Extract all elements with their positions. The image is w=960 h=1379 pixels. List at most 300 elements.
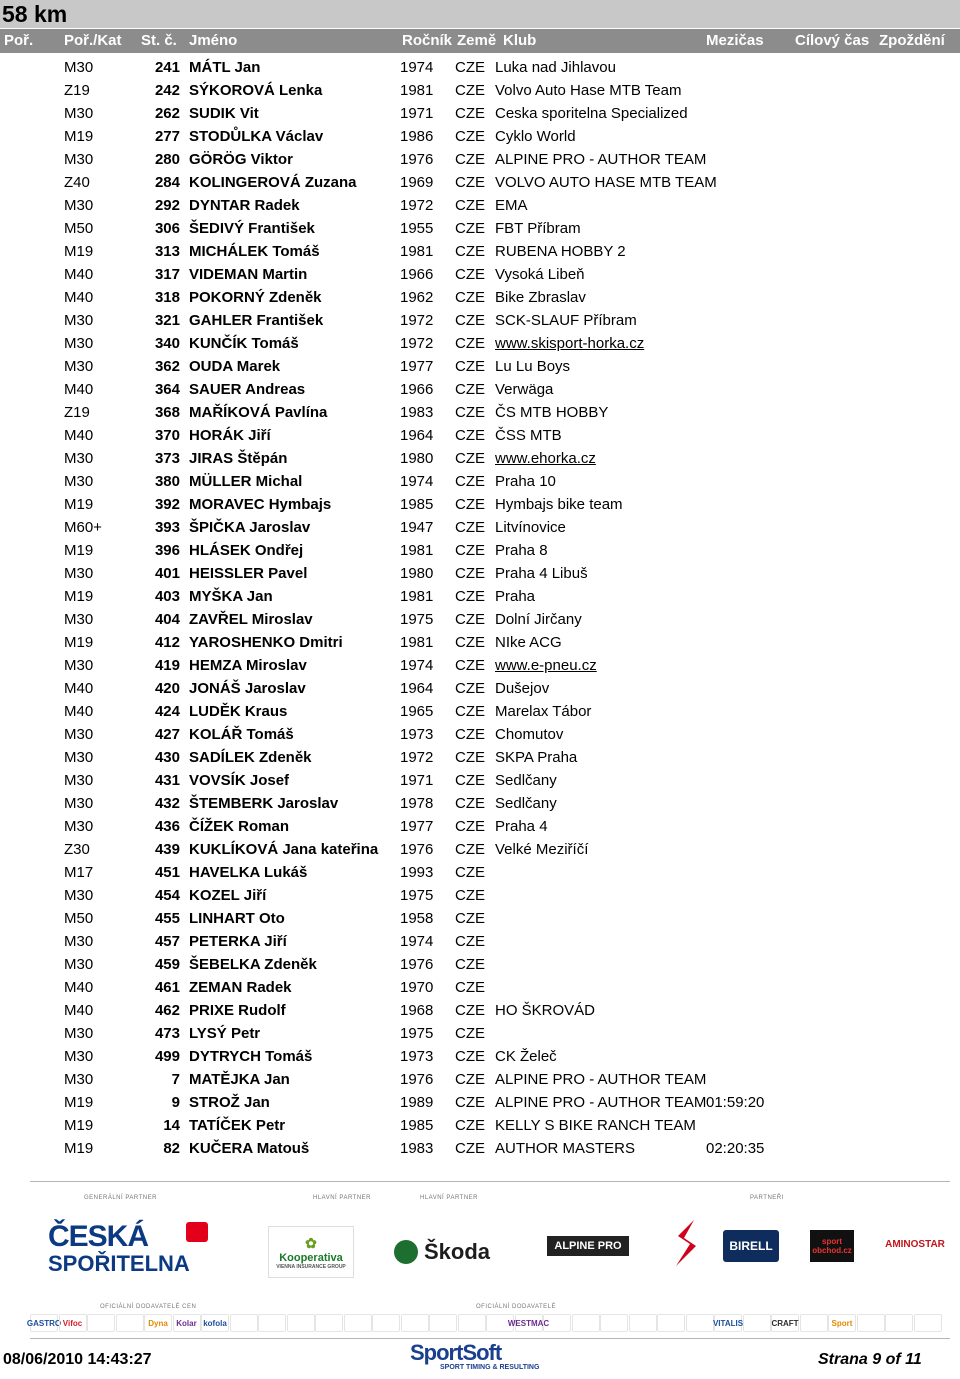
specialized-s-icon — [672, 1218, 700, 1268]
table-row — [0, 839, 960, 862]
name-cell: ZAVŘEL Miroslav — [189, 611, 313, 628]
name-cell: YAROSHENKO Dmitri — [189, 634, 343, 651]
club-cell: FBT Příbram — [495, 220, 581, 237]
category-cell: M30 — [64, 818, 94, 835]
start-number-cell: 432 — [154, 795, 180, 812]
start-number-cell: 439 — [154, 841, 180, 858]
club-cell[interactable]: www.ehorka.cz — [495, 450, 596, 467]
table-row — [0, 701, 960, 724]
small-sponsor-logo: GASTRO — [30, 1314, 58, 1332]
table-row — [0, 356, 960, 379]
small-sponsor-logo — [315, 1314, 343, 1332]
country-cell: CZE — [455, 1025, 485, 1042]
name-cell: VOVSÍK Josef — [189, 772, 290, 789]
name-cell: STODŮLKA Václav — [189, 128, 324, 145]
club-cell[interactable]: www.e-pneu.cz — [495, 657, 597, 674]
start-number-cell: 420 — [154, 680, 180, 697]
club-cell: Sedlčany — [495, 772, 557, 789]
birth-year-cell: 1970 — [400, 979, 434, 996]
small-sponsor-logo — [116, 1314, 144, 1332]
club-cell: Praha 10 — [495, 473, 556, 490]
small-sponsor-logo — [800, 1314, 828, 1332]
small-sponsor-logo — [458, 1314, 486, 1332]
club-cell: ALPINE PRO - AUTHOR TEAM — [495, 151, 707, 168]
aminostar-logo: AMINOSTAR — [885, 1238, 945, 1250]
country-cell: CZE — [455, 266, 485, 283]
club-cell: Litvínovice — [495, 519, 566, 536]
ceska-sporitelna-logo: ČESKÁ SPOŘITELNA — [48, 1214, 198, 1284]
category-cell: M30 — [64, 933, 94, 950]
club-cell: Dolní Jirčany — [495, 611, 582, 628]
table-row — [0, 149, 960, 172]
small-sponsor-logo: Sport — [828, 1314, 856, 1332]
name-cell: LYSÝ Petr — [189, 1025, 261, 1042]
club-cell: CK Želeč — [495, 1048, 557, 1065]
specialized-logo — [666, 1216, 706, 1270]
table-row — [0, 908, 960, 931]
start-number-cell: 373 — [154, 450, 180, 467]
country-cell: CZE — [455, 703, 485, 720]
country-cell: CZE — [455, 128, 485, 145]
country-cell: CZE — [455, 1071, 485, 1088]
start-number-cell: 424 — [154, 703, 180, 720]
birth-year-cell: 1971 — [400, 772, 434, 789]
name-cell: HAVELKA Lukáš — [189, 864, 308, 881]
table-row — [0, 954, 960, 977]
start-number-cell: 14 — [163, 1117, 180, 1134]
birell-logo: BIRELL — [723, 1230, 779, 1262]
category-cell: M30 — [64, 749, 94, 766]
name-cell: SADÍLEK Zdeněk — [189, 749, 312, 766]
column-header-bar — [0, 29, 960, 53]
birth-year-cell: 1976 — [400, 956, 434, 973]
category-cell: M40 — [64, 427, 94, 444]
club-cell: Praha 8 — [495, 542, 548, 559]
category-cell: Z30 — [64, 841, 90, 858]
birth-year-cell: 1947 — [400, 519, 434, 536]
country-cell: CZE — [455, 404, 485, 421]
club-cell: ALPINE PRO - AUTHOR TEAM — [495, 1071, 707, 1088]
small-sponsor-logo — [401, 1314, 429, 1332]
sportsoft-logo: SportSoft SPORT TIMING & RESULTING — [410, 1340, 540, 1371]
small-sponsor-logo — [914, 1314, 942, 1332]
start-number-cell: 403 — [154, 588, 180, 605]
table-row — [0, 655, 960, 678]
name-cell: KUNČÍK Tomáš — [189, 335, 299, 352]
start-number-cell: 321 — [154, 312, 180, 329]
small-sponsor-logo — [686, 1314, 714, 1332]
country-cell: CZE — [455, 151, 485, 168]
club-cell: Marelax Tábor — [495, 703, 592, 720]
small-sponsor-logo — [372, 1314, 400, 1332]
title-bar — [0, 0, 960, 28]
name-cell: DYNTAR Radek — [189, 197, 300, 214]
club-cell: Bike Zbraslav — [495, 289, 586, 306]
birth-year-cell: 1955 — [400, 220, 434, 237]
name-cell: ŠPIČKA Jaroslav — [189, 519, 311, 536]
club-cell: ČSS MTB — [495, 427, 562, 444]
table-row — [0, 1069, 960, 1092]
country-cell: CZE — [455, 335, 485, 352]
club-cell: Verwäga — [495, 381, 554, 398]
start-number-cell: 431 — [154, 772, 180, 789]
club-cell[interactable]: www.skisport-horka.cz — [495, 335, 645, 352]
category-cell: M60+ — [64, 519, 102, 536]
name-cell: ŠTEMBERK Jaroslav — [189, 795, 339, 812]
table-row — [0, 540, 960, 563]
table-row — [0, 172, 960, 195]
club-cell: KELLY S BIKE RANCH TEAM — [495, 1117, 696, 1134]
country-cell: CZE — [455, 1140, 485, 1157]
name-cell: SUDIK Vit — [189, 105, 259, 122]
name-cell: LINHART Oto — [189, 910, 285, 927]
table-row — [0, 977, 960, 1000]
table-row — [0, 563, 960, 586]
category-cell: M19 — [64, 128, 94, 145]
category-cell: M30 — [64, 335, 94, 352]
country-cell: CZE — [455, 772, 485, 789]
col-mezicas: Mezičas — [706, 32, 764, 49]
birth-year-cell: 1978 — [400, 795, 434, 812]
col-st-c: St. č. — [141, 32, 177, 49]
category-cell: M30 — [64, 887, 94, 904]
club-cell: SCK-SLAUF Příbram — [495, 312, 637, 329]
table-row — [0, 379, 960, 402]
table-row — [0, 425, 960, 448]
category-cell: M30 — [64, 151, 94, 168]
category-cell: M50 — [64, 910, 94, 927]
birth-year-cell: 1980 — [400, 565, 434, 582]
club-cell: Chomutov — [495, 726, 564, 743]
skoda-emblem-icon — [394, 1240, 418, 1264]
name-cell: TATÍČEK Petr — [189, 1117, 286, 1134]
table-row — [0, 1023, 960, 1046]
club-cell: Praha 4 — [495, 818, 548, 835]
country-cell: CZE — [455, 933, 485, 950]
start-number-cell: 412 — [154, 634, 180, 651]
country-cell: CZE — [455, 243, 485, 260]
category-cell: M19 — [64, 588, 94, 605]
country-cell: CZE — [455, 1048, 485, 1065]
col-zpozdeni: Zpoždění — [879, 32, 945, 49]
category-cell: M30 — [64, 450, 94, 467]
club-cell: SKPA Praha — [495, 749, 578, 766]
birth-year-cell: 1980 — [400, 450, 434, 467]
birth-year-cell: 1974 — [400, 473, 434, 490]
name-cell: MÁTL Jan — [189, 59, 261, 76]
category-cell: M30 — [64, 105, 94, 122]
birth-year-cell: 1972 — [400, 749, 434, 766]
results-table — [0, 57, 960, 1161]
start-number-cell: 306 — [154, 220, 180, 237]
country-cell: CZE — [455, 657, 485, 674]
sponsor-caption: HLAVNÍ PARTNER — [420, 1195, 479, 1201]
category-cell: M30 — [64, 197, 94, 214]
table-row — [0, 241, 960, 264]
start-number-cell: 419 — [154, 657, 180, 674]
country-cell: CZE — [455, 220, 485, 237]
club-cell: NIke ACG — [495, 634, 562, 651]
page-number: Strana 9 of 11 — [818, 1351, 922, 1368]
birth-year-cell: 1981 — [400, 82, 434, 99]
start-number-cell: 370 — [154, 427, 180, 444]
small-sponsor-logo: Kolar — [173, 1314, 201, 1332]
start-number-cell: 241 — [154, 59, 180, 76]
start-number-cell: 262 — [154, 105, 180, 122]
name-cell: ZEMAN Radek — [189, 979, 292, 996]
start-number-cell: 242 — [154, 82, 180, 99]
country-cell: CZE — [455, 105, 485, 122]
start-number-cell: 7 — [171, 1071, 180, 1088]
table-row — [0, 1092, 960, 1115]
leaf-icon: ✿ — [305, 1234, 317, 1251]
name-cell: KOLÁŘ Tomáš — [189, 726, 294, 743]
birth-year-cell: 1985 — [400, 496, 434, 513]
name-cell: MÜLLER Michal — [189, 473, 303, 490]
country-cell: CZE — [455, 611, 485, 628]
divider — [30, 1181, 950, 1182]
category-cell: M30 — [64, 473, 94, 490]
page-title: 58 km — [2, 1, 68, 27]
club-cell: VOLVO AUTO HASE MTB TEAM — [495, 174, 717, 191]
category-cell: M30 — [64, 611, 94, 628]
start-number-cell: 313 — [154, 243, 180, 260]
name-cell: KUKLÍKOVÁ Jana kateřina — [189, 841, 379, 858]
birth-year-cell: 1975 — [400, 611, 434, 628]
start-number-cell: 436 — [154, 818, 180, 835]
table-row — [0, 494, 960, 517]
small-sponsor-logo — [629, 1314, 657, 1332]
category-cell: M30 — [64, 565, 94, 582]
category-cell: M19 — [64, 1094, 94, 1111]
birth-year-cell: 1983 — [400, 404, 434, 421]
category-cell: M19 — [64, 1140, 94, 1157]
club-cell: Ceska sporitelna Specialized — [495, 105, 688, 122]
country-cell: CZE — [455, 565, 485, 582]
birth-year-cell: 1976 — [400, 841, 434, 858]
category-cell: M19 — [64, 243, 94, 260]
name-cell: JIRAS Štěpán — [189, 450, 288, 467]
country-cell: CZE — [455, 979, 485, 996]
start-number-cell: 82 — [163, 1140, 180, 1157]
country-cell: CZE — [455, 59, 485, 76]
name-cell: ŠEBELKA Zdeněk — [189, 956, 317, 973]
name-cell: ŠEDIVÝ František — [189, 220, 315, 237]
sponsor-caption: PARTNEŘI — [750, 1195, 784, 1201]
small-sponsor-logo: CRAFT — [771, 1314, 799, 1332]
start-number-cell: 499 — [154, 1048, 180, 1065]
table-row — [0, 770, 960, 793]
name-cell: DYTRYCH Tomáš — [189, 1048, 313, 1065]
start-number-cell: 473 — [154, 1025, 180, 1042]
kooperativa-logo: ✿ Kooperativa VIENNA INSURANCE GROUP — [268, 1226, 354, 1278]
birth-year-cell: 1972 — [400, 335, 434, 352]
category-cell: M30 — [64, 1048, 94, 1065]
birth-year-cell: 1974 — [400, 933, 434, 950]
club-cell: EMA — [495, 197, 528, 214]
name-cell: HEISSLER Pavel — [189, 565, 308, 582]
category-cell: M30 — [64, 1071, 94, 1088]
category-cell: M30 — [64, 726, 94, 743]
table-row — [0, 103, 960, 126]
country-cell: CZE — [455, 381, 485, 398]
country-cell: CZE — [455, 519, 485, 536]
club-cell: Volvo Auto Hase MTB Team — [495, 82, 682, 99]
table-row — [0, 816, 960, 839]
country-cell: CZE — [455, 588, 485, 605]
table-row — [0, 862, 960, 885]
table-row — [0, 1115, 960, 1138]
birth-year-cell: 1977 — [400, 818, 434, 835]
col-cilovy-cas: Cílový čas — [795, 32, 870, 49]
name-cell: HORÁK Jiří — [189, 427, 271, 444]
sport-obchod-logo: sport obchod.cz — [810, 1230, 854, 1262]
start-number-cell: 284 — [154, 174, 180, 191]
table-row — [0, 126, 960, 149]
category-cell: M19 — [64, 1117, 94, 1134]
print-timestamp: 08/06/2010 14:43:27 — [3, 1351, 152, 1368]
birth-year-cell: 1968 — [400, 1002, 434, 1019]
start-number-cell: 393 — [154, 519, 180, 536]
alpine-pro-logo: ALPINE PRO — [547, 1236, 629, 1256]
country-cell: CZE — [455, 1002, 485, 1019]
name-cell: HEMZA Miroslav — [189, 657, 307, 674]
start-number-cell: 292 — [154, 197, 180, 214]
table-row — [0, 885, 960, 908]
small-sponsor-logo: Vifoc — [59, 1314, 87, 1332]
footer-divider — [30, 1338, 950, 1339]
birth-year-cell: 1969 — [400, 174, 434, 191]
start-number-cell: 427 — [154, 726, 180, 743]
category-cell: M40 — [64, 703, 94, 720]
start-number-cell: 462 — [154, 1002, 180, 1019]
small-sponsor-logo — [344, 1314, 372, 1332]
start-number-cell: 457 — [154, 933, 180, 950]
name-cell: HLÁSEK Ondřej — [189, 542, 304, 559]
table-row — [0, 1000, 960, 1023]
category-cell: M30 — [64, 657, 94, 674]
table-row — [0, 448, 960, 471]
club-cell: Cyklo World — [495, 128, 576, 145]
birth-year-cell: 1971 — [400, 105, 434, 122]
club-cell: Dušejov — [495, 680, 550, 697]
country-cell: CZE — [455, 289, 485, 306]
club-cell: Hymbajs bike team — [495, 496, 623, 513]
small-sponsor-logo — [857, 1314, 885, 1332]
table-row — [0, 471, 960, 494]
name-cell: PETERKA Jiří — [189, 933, 287, 950]
birth-year-cell: 1964 — [400, 680, 434, 697]
category-cell: M40 — [64, 289, 94, 306]
birth-year-cell: 1973 — [400, 726, 434, 743]
category-cell: M30 — [64, 795, 94, 812]
start-number-cell: 401 — [154, 565, 180, 582]
small-sponsor-logo — [572, 1314, 600, 1332]
category-cell: M30 — [64, 59, 94, 76]
birth-year-cell: 1972 — [400, 312, 434, 329]
name-cell: MAŘÍKOVÁ Pavlína — [189, 404, 328, 421]
birth-year-cell: 1985 — [400, 1117, 434, 1134]
name-cell: KOZEL Jiří — [189, 887, 267, 904]
small-sponsor-logo: Dyna — [144, 1314, 172, 1332]
birth-year-cell: 1962 — [400, 289, 434, 306]
name-cell: GAHLER František — [189, 312, 324, 329]
table-row — [0, 264, 960, 287]
club-cell: Sedlčany — [495, 795, 557, 812]
name-cell: LUDĚK Kraus — [189, 703, 288, 720]
name-cell: KUČERA Matouš — [189, 1140, 310, 1157]
country-cell: CZE — [455, 749, 485, 766]
table-row — [0, 586, 960, 609]
start-number-cell: 380 — [154, 473, 180, 490]
start-number-cell: 362 — [154, 358, 180, 375]
birth-year-cell: 1986 — [400, 128, 434, 145]
table-row — [0, 609, 960, 632]
table-row — [0, 517, 960, 540]
name-cell: PRIXE Rudolf — [189, 1002, 286, 1019]
category-cell: M40 — [64, 979, 94, 996]
birth-year-cell: 1981 — [400, 542, 434, 559]
name-cell: VIDEMAN Martin — [189, 266, 308, 283]
category-cell: M40 — [64, 1002, 94, 1019]
category-cell: M30 — [64, 358, 94, 375]
table-row — [0, 287, 960, 310]
country-cell: CZE — [455, 427, 485, 444]
start-number-cell: 318 — [154, 289, 180, 306]
category-cell: M19 — [64, 542, 94, 559]
skoda-logo: Škoda — [392, 1234, 492, 1270]
country-cell: CZE — [455, 450, 485, 467]
country-cell: CZE — [455, 910, 485, 927]
col-klub: Klub — [503, 32, 537, 49]
col-rocnik: Ročník — [402, 32, 453, 49]
country-cell: CZE — [455, 473, 485, 490]
country-cell: CZE — [455, 312, 485, 329]
country-cell: CZE — [455, 864, 485, 881]
birth-year-cell: 1974 — [400, 657, 434, 674]
table-row — [0, 793, 960, 816]
birth-year-cell: 1966 — [400, 381, 434, 398]
sponsor-caption: HLAVNÍ PARTNER — [313, 1195, 372, 1201]
sponsor-caption: OFICIÁLNÍ DODAVATELÉ — [476, 1304, 557, 1310]
country-cell: CZE — [455, 634, 485, 651]
club-cell: Praha 4 Libuš — [495, 565, 588, 582]
club-cell: Lu Lu Boys — [495, 358, 571, 375]
col-por-kat: Poř./Kat — [64, 32, 122, 49]
cs-red-mark — [186, 1222, 208, 1242]
start-number-cell: 280 — [154, 151, 180, 168]
club-cell: Praha — [495, 588, 536, 605]
table-row — [0, 218, 960, 241]
birth-year-cell: 1976 — [400, 1071, 434, 1088]
start-number-cell: 459 — [154, 956, 180, 973]
country-cell: CZE — [455, 358, 485, 375]
club-cell: Velké Meziříčí — [495, 841, 589, 858]
table-row — [0, 724, 960, 747]
start-number-cell: 368 — [154, 404, 180, 421]
birth-year-cell: 1975 — [400, 887, 434, 904]
club-cell: ALPINE PRO - AUTHOR TEAM — [495, 1094, 707, 1111]
category-cell: M30 — [64, 772, 94, 789]
country-cell: CZE — [455, 197, 485, 214]
birth-year-cell: 1989 — [400, 1094, 434, 1111]
col-zeme: Země — [457, 32, 497, 49]
club-cell: RUBENA HOBBY 2 — [495, 243, 626, 260]
category-cell: Z19 — [64, 82, 90, 99]
category-cell: M19 — [64, 634, 94, 651]
country-cell: CZE — [455, 956, 485, 973]
small-sponsor-logo — [600, 1314, 628, 1332]
